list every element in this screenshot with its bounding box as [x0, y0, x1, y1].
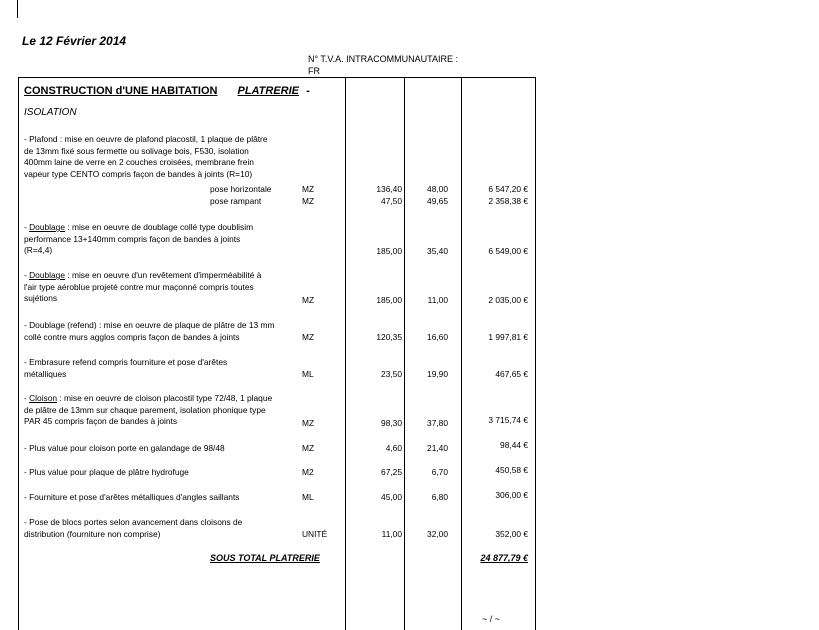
- unit-price-cell: 37,80: [427, 418, 448, 428]
- desc-prefix: -: [24, 222, 30, 232]
- unit-cell: MZ: [302, 196, 315, 206]
- unit-price-cell: 48,00: [427, 184, 448, 194]
- document-title: [24, 85, 310, 97]
- desc-line: PAR 45 compris façon de bandes à joints: [24, 416, 178, 427]
- unit-price-cell: 6,70: [431, 467, 448, 477]
- qty-cell: 120,35: [376, 332, 402, 342]
- desc-line: distribution (fourniture non comprise): [24, 528, 161, 539]
- table-col-divider-3: [461, 77, 462, 630]
- item-blocs-portes-description: [24, 517, 242, 540]
- unit-price-cell: 11,00: [427, 295, 448, 305]
- document-date: Le 12 Février 2014: [22, 34, 127, 48]
- item-aretes-description: [24, 492, 239, 504]
- qty-cell: 67,25: [381, 467, 402, 477]
- desc-line: [24, 393, 272, 405]
- desc-line: (R=4,4): [24, 245, 53, 256]
- qty-cell: 185,00: [376, 246, 402, 256]
- unit-cell: MZ: [302, 184, 315, 194]
- desc-line: performance 13+140mm compris façon de bandes à joints: [24, 233, 241, 244]
- unit-price-cell: 16,60: [427, 332, 448, 342]
- qty-cell: 4,60: [385, 443, 402, 453]
- total-cell: 3 715,74 €: [488, 415, 528, 425]
- title-main: CONSTRUCTION d'UNE HABITATION: [24, 85, 218, 97]
- total-cell: 467,65 €: [495, 369, 528, 379]
- desc-rest: : mise en oeuvre d'un revêtement d'imperméabilité à: [64, 270, 262, 280]
- desc-line: collé contre murs agglos compris façon de bandes à joints: [24, 331, 240, 342]
- table-col-divider-1: [345, 77, 346, 630]
- desc-line: [24, 270, 261, 282]
- unit-price-cell: 32,00: [427, 529, 448, 539]
- unit-cell: ML: [302, 369, 314, 379]
- sub-label: pose rampant: [210, 196, 262, 206]
- unit-price-cell: 49,65: [427, 196, 448, 206]
- unit-price-cell: 21,40: [427, 443, 448, 453]
- item-doublage-refend-description: [24, 320, 274, 343]
- desc-prefix: -: [24, 270, 30, 280]
- unit-cell: MZ: [302, 418, 315, 428]
- qty-cell: 47,50: [381, 196, 402, 206]
- page-left-edge-line: [17, 0, 18, 18]
- desc-line: sujétions: [24, 293, 58, 304]
- subtotal-label: SOUS TOTAL PLATRERIE: [210, 553, 320, 563]
- desc-underlined-term: Cloison: [29, 393, 58, 403]
- item-doublage-air-description: [24, 270, 261, 305]
- total-cell: 2 358,38 €: [488, 196, 528, 206]
- table-right-border: [535, 77, 536, 630]
- item-doublage-description: [24, 222, 253, 257]
- qty-cell: 136,40: [376, 184, 402, 194]
- unit-cell: ML: [302, 492, 314, 502]
- total-cell: 352,00 €: [495, 529, 528, 539]
- subtotal-value: 24 877,79 €: [480, 553, 528, 563]
- desc-line: - Plus value pour cloison porte en galandage de 98/48: [24, 443, 225, 453]
- unit-cell: MZ: [302, 443, 315, 453]
- desc-underlined-term: Doublage: [29, 270, 65, 280]
- sub-label: pose horizontale: [210, 184, 272, 194]
- item-galandage-description: [24, 443, 225, 455]
- qty-cell: 11,00: [381, 529, 402, 539]
- desc-line: [24, 222, 253, 234]
- desc-line: 400mm laine de verre en 2 couches croisées, membrane frein: [24, 157, 254, 168]
- desc-line: - Fourniture et pose d'arêtes métalliques d'angles saillants: [24, 492, 240, 502]
- desc-rest: : mise en oeuvre de doublage collé type doublisim: [64, 222, 254, 232]
- desc-line: métalliques: [24, 368, 67, 379]
- desc-line: - Doublage (refend) : mise en oeuvre de plaque de plâtre de 13 mm: [24, 320, 275, 330]
- total-cell: 98,44 €: [500, 440, 528, 450]
- total-cell: 306,00 €: [495, 490, 528, 500]
- unit-price-cell: 19,90: [427, 369, 448, 379]
- title-trade: PLATRERIE: [237, 85, 300, 97]
- unit-cell: MZ: [302, 332, 315, 342]
- qty-cell: 23,50: [381, 369, 402, 379]
- table-top-border: [18, 77, 536, 78]
- desc-rest: : mise en oeuvre de cloison placostil type 72/48, 1 plaque: [57, 393, 273, 403]
- desc-line: - Embrasure refend compris fourniture et pose d'arêtes: [24, 357, 228, 367]
- desc-line: de 13mm fixé sous fermette ou solivage bois, F530, isolation: [24, 145, 249, 156]
- item-cloison-description: [24, 393, 272, 428]
- total-cell: 450,58 €: [495, 465, 528, 475]
- desc-line: - Plus value pour plaque de plâtre hydrofuge: [24, 467, 189, 477]
- qty-cell: 45,00: [381, 492, 402, 502]
- table-col-divider-2: [404, 77, 405, 630]
- desc-line: vapeur type CENTO compris façon de bandes à joints (R=10): [24, 168, 253, 179]
- tva-value: FR: [308, 66, 320, 76]
- desc-prefix: -: [24, 393, 30, 403]
- tva-block: [308, 53, 458, 77]
- section-title: ISOLATION: [24, 107, 77, 118]
- desc-line: - Pose de blocs portes selon avancement dans cloisons de: [24, 517, 243, 527]
- unit-cell: M2: [302, 467, 314, 477]
- unit-price-cell: 35,40: [427, 246, 448, 256]
- desc-underlined-term: Doublage: [29, 222, 65, 232]
- total-cell: 6 547,20 €: [488, 184, 528, 194]
- unit-cell: UNITÉ: [302, 529, 328, 539]
- page-continuation-mark: ~ / ~: [482, 614, 501, 624]
- item-embrasure-description: [24, 357, 227, 380]
- item-plafond-description: [24, 134, 268, 180]
- unit-cell: MZ: [302, 295, 315, 305]
- desc-line: l'air type aéroblue projeté contre mur maçonné compris toutes: [24, 281, 254, 292]
- item-hydrofuge-description: [24, 467, 189, 479]
- total-cell: 1 997,81 €: [488, 332, 528, 342]
- tva-label: N° T.V.A. INTRACOMMUNAUTAIRE :: [308, 54, 458, 64]
- desc-line: de plâtre de 13mm sur chaque parement, isolation phonique type: [24, 404, 266, 415]
- qty-cell: 185,00: [376, 295, 402, 305]
- unit-price-cell: 6,80: [431, 492, 448, 502]
- table-left-border: [18, 77, 19, 630]
- title-dash: -: [306, 85, 310, 97]
- total-cell: 6 549,00 €: [488, 246, 528, 256]
- qty-cell: 98,30: [381, 418, 402, 428]
- total-cell: 2 035,00 €: [488, 295, 528, 305]
- desc-line: - Plafond : mise en oeuvre de plafond placostil, 1 plaque de plâtre: [24, 134, 268, 144]
